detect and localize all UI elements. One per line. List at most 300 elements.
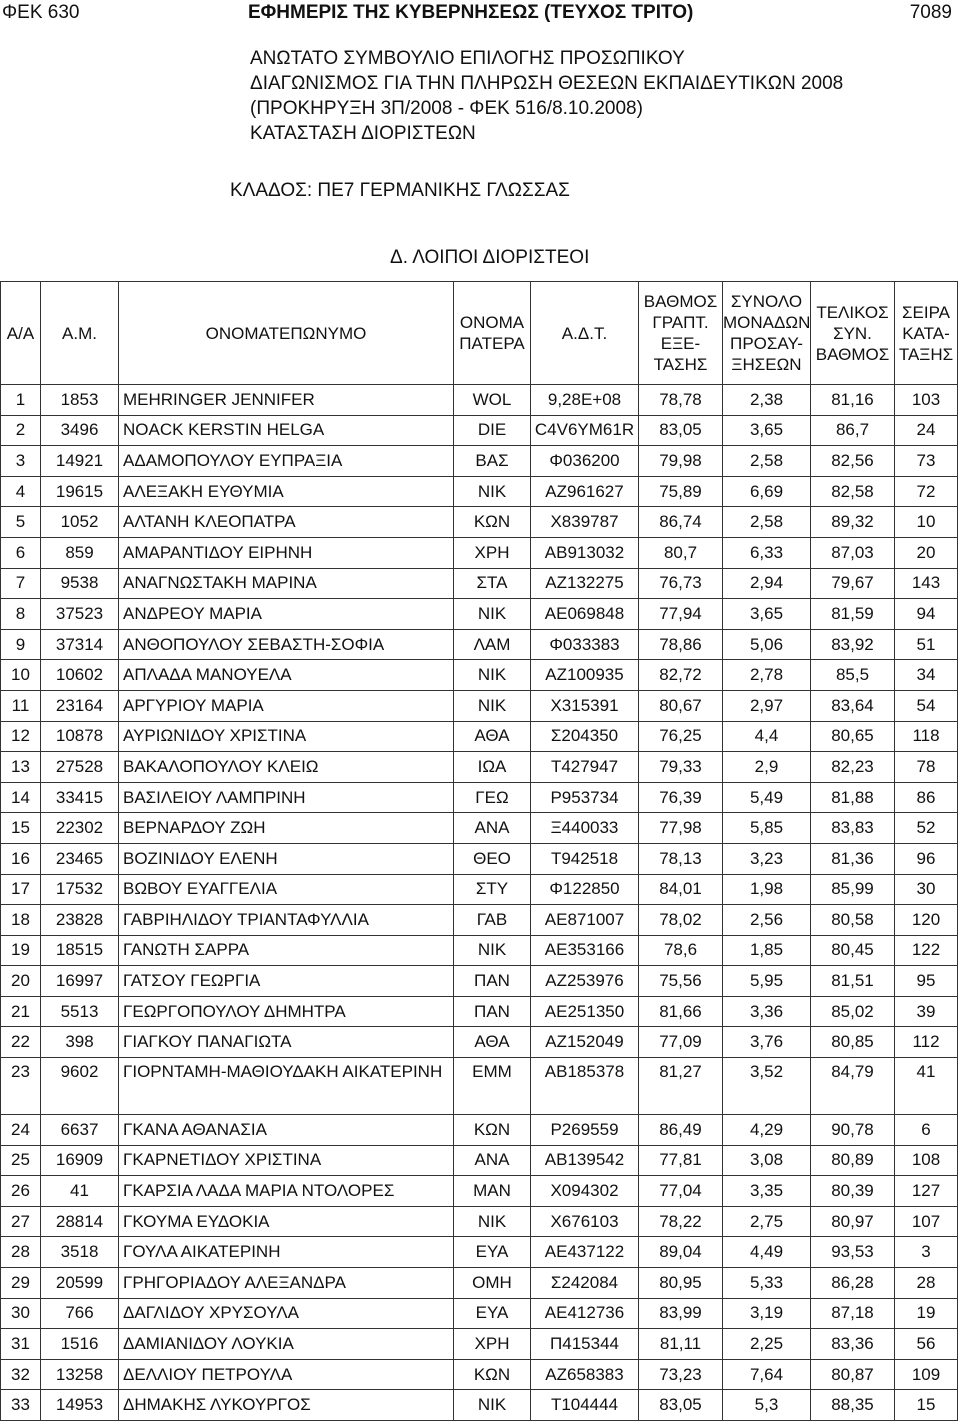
table-body: [1, 385, 958, 1421]
cell-am: 17532: [41, 874, 119, 905]
cell-am: 27528: [41, 752, 119, 783]
cell-adt: ΑΒ913032: [531, 537, 639, 568]
table-row: [1, 1058, 958, 1115]
table-row: [1, 935, 958, 966]
cell-grade: 89,04: [639, 1237, 723, 1268]
cell-father: ΝΙΚ: [454, 476, 531, 507]
cell-aa: 29: [1, 1268, 41, 1299]
cell-units: 2,58: [723, 446, 811, 477]
cell-total: 82,23: [811, 752, 895, 783]
cell-aa: 18: [1, 905, 41, 936]
cell-grade: 81,66: [639, 996, 723, 1027]
cell-am: 37523: [41, 599, 119, 630]
cell-aa: 22: [1, 1027, 41, 1058]
cell-adt: Φ033383: [531, 629, 639, 660]
cell-rank: 120: [895, 905, 958, 936]
cell-units: 2,9: [723, 752, 811, 783]
col-father: ΟΝΟΜΑ ΠΑΤΕΡΑ: [454, 282, 531, 385]
table-row: [1, 568, 958, 599]
table-row: [1, 1359, 958, 1390]
cell-father: ΕΥΑ: [454, 1298, 531, 1329]
cell-adt: ΑΒ139542: [531, 1145, 639, 1176]
cell-rank: 51: [895, 629, 958, 660]
cell-total: 81,59: [811, 599, 895, 630]
page-number: 7089: [909, 2, 952, 23]
cell-units: 3,19: [723, 1298, 811, 1329]
cell-name: MEHRINGER JENNIFER: [119, 385, 454, 416]
cell-father: ΝΙΚ: [454, 935, 531, 966]
cell-name: ΓΑΤΣΟΥ ΓΕΩΡΓΙΑ: [119, 966, 454, 997]
cell-total: 80,58: [811, 905, 895, 936]
cell-aa: 15: [1, 813, 41, 844]
col-aa: Α/Α: [1, 282, 41, 385]
cell-name: ΓΟΥΛΑ ΑΙΚΑΤΕΡΙΝΗ: [119, 1237, 454, 1268]
cell-total: 86,28: [811, 1268, 895, 1299]
cell-units: 3,36: [723, 996, 811, 1027]
cell-am: 9538: [41, 568, 119, 599]
cell-father: ΕΜΜ: [454, 1058, 531, 1115]
cell-adt: ΑΖ961627: [531, 476, 639, 507]
cell-rank: 103: [895, 385, 958, 416]
cell-aa: 7: [1, 568, 41, 599]
cell-aa: 12: [1, 721, 41, 752]
cell-am: 13258: [41, 1359, 119, 1390]
cell-adt: Τ942518: [531, 843, 639, 874]
cell-adt: ΑΖ152049: [531, 1027, 639, 1058]
cell-rank: 6: [895, 1115, 958, 1146]
cell-rank: 34: [895, 660, 958, 691]
cell-rank: 10: [895, 507, 958, 538]
cell-grade: 86,74: [639, 507, 723, 538]
cell-name: ΓΚΟΥΜΑ ΕΥΔΟΚΙΑ: [119, 1206, 454, 1237]
cell-name: ΑΔΑΜΟΠΟΥΛΟΥ ΕΥΠΡΑΞΙΑ: [119, 446, 454, 477]
col-name: ΟΝΟΜΑΤΕΠΩΝΥΜΟ: [119, 282, 454, 385]
cell-father: ΝΙΚ: [454, 1390, 531, 1421]
cell-rank: 19: [895, 1298, 958, 1329]
cell-name: ΑΜΑΡΑΝΤΙΔΟΥ ΕΙΡΗΝΗ: [119, 537, 454, 568]
cell-grade: 77,04: [639, 1176, 723, 1207]
cell-units: 2,38: [723, 385, 811, 416]
cell-aa: 11: [1, 690, 41, 721]
table-row: [1, 415, 958, 446]
table-row: [1, 629, 958, 660]
cell-units: 5,33: [723, 1268, 811, 1299]
cell-am: 16909: [41, 1145, 119, 1176]
cell-adt: Τ427947: [531, 752, 639, 783]
cell-units: 2,75: [723, 1206, 811, 1237]
col-units: ΣΥΝΟΛΟ ΜΟΝΑΔΩΝ ΠΡΟΣΑΥ- ΞΗΣΕΩΝ: [723, 282, 811, 385]
appointees-table: [0, 281, 958, 1421]
cell-adt: ΑΒ185378: [531, 1058, 639, 1115]
cell-aa: 32: [1, 1359, 41, 1390]
cell-units: 3,35: [723, 1176, 811, 1207]
cell-total: 87,18: [811, 1298, 895, 1329]
cell-am: 1853: [41, 385, 119, 416]
cell-rank: 39: [895, 996, 958, 1027]
cell-aa: 26: [1, 1176, 41, 1207]
table-row: [1, 1027, 958, 1058]
cell-units: 7,64: [723, 1359, 811, 1390]
cell-rank: 112: [895, 1027, 958, 1058]
cell-father: ΓΑΒ: [454, 905, 531, 936]
cell-adt: Χ315391: [531, 690, 639, 721]
cell-units: 5,49: [723, 782, 811, 813]
cell-rank: 20: [895, 537, 958, 568]
cell-rank: 95: [895, 966, 958, 997]
cell-am: 28814: [41, 1206, 119, 1237]
cell-aa: 6: [1, 537, 41, 568]
cell-name: ΔΑΜΙΑΝΙΔΟΥ ΛΟΥΚΙΑ: [119, 1329, 454, 1360]
cell-name: NOACK KERSTIN HELGA: [119, 415, 454, 446]
cell-father: ΝΙΚ: [454, 599, 531, 630]
cell-adt: Φ122850: [531, 874, 639, 905]
table-header-row: [1, 282, 958, 385]
cell-name: ΓΙΟΡΝΤΑΜΗ-ΜΑΘΙΟΥΔΑΚΗ ΑΙΚΑΤΕΡΙΝΗ: [119, 1058, 454, 1115]
cell-grade: 78,13: [639, 843, 723, 874]
cell-grade: 78,02: [639, 905, 723, 936]
cell-grade: 77,09: [639, 1027, 723, 1058]
cell-grade: 78,6: [639, 935, 723, 966]
cell-adt: Τ104444: [531, 1390, 639, 1421]
cell-total: 85,99: [811, 874, 895, 905]
page-header: [0, 0, 960, 30]
cell-name: ΒΩΒΟΥ ΕΥΑΓΓΕΛΙΑ: [119, 874, 454, 905]
cell-adt: ΑΖ658383: [531, 1359, 639, 1390]
table-row: [1, 1298, 958, 1329]
title-line-3: (ΠΡΟΚΗΡΥΞΗ 3Π/2008 - ΦΕΚ 516/8.10.2008): [250, 98, 643, 119]
cell-rank: 143: [895, 568, 958, 599]
cell-total: 80,97: [811, 1206, 895, 1237]
cell-father: ΠΑΝ: [454, 966, 531, 997]
cell-units: 6,69: [723, 476, 811, 507]
cell-father: ΑΝΑ: [454, 813, 531, 844]
table-row: [1, 1237, 958, 1268]
cell-father: ΑΝΑ: [454, 1145, 531, 1176]
cell-total: 85,5: [811, 660, 895, 691]
cell-am: 18515: [41, 935, 119, 966]
cell-grade: 77,94: [639, 599, 723, 630]
cell-name: ΓΚΑΡΝΕΤΙΔΟΥ ΧΡΙΣΤΙΝΑ: [119, 1145, 454, 1176]
cell-adt: ΑΖ100935: [531, 660, 639, 691]
cell-units: 5,85: [723, 813, 811, 844]
cell-am: 16997: [41, 966, 119, 997]
cell-aa: 30: [1, 1298, 41, 1329]
table-row: [1, 537, 958, 568]
cell-total: 83,36: [811, 1329, 895, 1360]
cell-father: ΚΩΝ: [454, 1359, 531, 1390]
cell-total: 82,58: [811, 476, 895, 507]
cell-grade: 79,98: [639, 446, 723, 477]
cell-aa: 14: [1, 782, 41, 813]
cell-name: ΑΛΕΞΑΚΗ ΕΥΘΥΜΙΑ: [119, 476, 454, 507]
cell-am: 23465: [41, 843, 119, 874]
cell-father: ΝΙΚ: [454, 660, 531, 691]
cell-name: ΓΑΝΩΤΗ ΣΑΡΡΑ: [119, 935, 454, 966]
cell-am: 3496: [41, 415, 119, 446]
issue-label: ΦΕΚ 630: [2, 2, 80, 23]
table-row: [1, 874, 958, 905]
cell-adt: Χ676103: [531, 1206, 639, 1237]
cell-total: 80,89: [811, 1145, 895, 1176]
cell-father: DIE: [454, 415, 531, 446]
cell-units: 3,23: [723, 843, 811, 874]
cell-aa: 17: [1, 874, 41, 905]
table-row: [1, 1145, 958, 1176]
cell-units: 4,49: [723, 1237, 811, 1268]
cell-units: 1,98: [723, 874, 811, 905]
cell-am: 766: [41, 1298, 119, 1329]
cell-rank: 54: [895, 690, 958, 721]
cell-father: ΧΡΗ: [454, 537, 531, 568]
cell-name: ΑΛΤΑΝΗ ΚΛΕΟΠΑΤΡΑ: [119, 507, 454, 538]
cell-grade: 79,33: [639, 752, 723, 783]
cell-aa: 13: [1, 752, 41, 783]
cell-am: 22302: [41, 813, 119, 844]
cell-adt: Χ839787: [531, 507, 639, 538]
cell-rank: 72: [895, 476, 958, 507]
cell-grade: 76,39: [639, 782, 723, 813]
cell-rank: 73: [895, 446, 958, 477]
cell-adt: 9,28E+08: [531, 385, 639, 416]
cell-adt: Φ036200: [531, 446, 639, 477]
table-row: [1, 966, 958, 997]
cell-name: ΔΑΓΛΙΔΟΥ ΧΡΥΣΟΥΛΑ: [119, 1298, 454, 1329]
cell-grade: 73,23: [639, 1359, 723, 1390]
cell-aa: 5: [1, 507, 41, 538]
cell-units: 2,25: [723, 1329, 811, 1360]
cell-total: 89,32: [811, 507, 895, 538]
table-row: [1, 1329, 958, 1360]
cell-grade: 81,27: [639, 1058, 723, 1115]
cell-name: ΓΙΑΓΚΟΥ ΠΑΝΑΓΙΩΤΑ: [119, 1027, 454, 1058]
cell-name: ΒΕΡΝΑΡΔΟΥ ΖΩΗ: [119, 813, 454, 844]
cell-units: 2,58: [723, 507, 811, 538]
cell-adt: ΑΕ437122: [531, 1237, 639, 1268]
cell-rank: 107: [895, 1206, 958, 1237]
cell-rank: 56: [895, 1329, 958, 1360]
cell-total: 82,56: [811, 446, 895, 477]
cell-father: ΘΕΟ: [454, 843, 531, 874]
cell-units: 2,56: [723, 905, 811, 936]
col-rank: ΣΕΙΡΑ ΚΑΤΑ- ΤΑΞΗΣ: [895, 282, 958, 385]
cell-total: 93,53: [811, 1237, 895, 1268]
cell-units: 3,08: [723, 1145, 811, 1176]
cell-grade: 78,22: [639, 1206, 723, 1237]
cell-units: 3,65: [723, 599, 811, 630]
cell-grade: 80,95: [639, 1268, 723, 1299]
cell-aa: 1: [1, 385, 41, 416]
cell-adt: ΑΕ251350: [531, 996, 639, 1027]
cell-aa: 21: [1, 996, 41, 1027]
cell-aa: 23: [1, 1058, 41, 1115]
table-row: [1, 1390, 958, 1421]
document-titles: [250, 46, 843, 146]
cell-father: ΛΑΜ: [454, 629, 531, 660]
title-line-4: ΚΑΤΑΣΤΑΣΗ ΔΙΟΡΙΣΤΕΩΝ: [250, 123, 476, 144]
cell-grade: 78,78: [639, 385, 723, 416]
cell-adt: Π415344: [531, 1329, 639, 1360]
cell-name: ΑΡΓΥΡΙΟΥ ΜΑΡΙΑ: [119, 690, 454, 721]
cell-am: 3518: [41, 1237, 119, 1268]
cell-name: ΒΟΖΙΝΙΔΟΥ ΕΛΕΝΗ: [119, 843, 454, 874]
cell-name: ΑΥΡΙΩΝΙΔΟΥ ΧΡΙΣΤΙΝΑ: [119, 721, 454, 752]
cell-rank: 3: [895, 1237, 958, 1268]
cell-units: 2,78: [723, 660, 811, 691]
cell-aa: 24: [1, 1115, 41, 1146]
cell-father: ΜΑΝ: [454, 1176, 531, 1207]
cell-name: ΔΗΜΑΚΗΣ ΛΥΚΟΥΡΓΟΣ: [119, 1390, 454, 1421]
cell-rank: 15: [895, 1390, 958, 1421]
title-line-1: ΑΝΩΤΑΤΟ ΣΥΜΒΟΥΛΙΟ ΕΠΙΛΟΓΗΣ ΠΡΟΣΩΠΙΚΟΥ: [250, 48, 685, 69]
cell-grade: 76,73: [639, 568, 723, 599]
cell-am: 14953: [41, 1390, 119, 1421]
cell-father: ΒΑΣ: [454, 446, 531, 477]
cell-name: ΑΝΘΟΠΟΥΛΟΥ ΣΕΒΑΣΤΗ-ΣΟΦΙΑ: [119, 629, 454, 660]
cell-father: ΑΘΑ: [454, 1027, 531, 1058]
cell-units: 3,76: [723, 1027, 811, 1058]
cell-am: 19615: [41, 476, 119, 507]
cell-rank: 86: [895, 782, 958, 813]
cell-father: ΝΙΚ: [454, 1206, 531, 1237]
cell-adt: Ρ269559: [531, 1115, 639, 1146]
cell-adt: C4V6YM61R: [531, 415, 639, 446]
cell-grade: 86,49: [639, 1115, 723, 1146]
cell-am: 1052: [41, 507, 119, 538]
cell-total: 84,79: [811, 1058, 895, 1115]
cell-total: 81,36: [811, 843, 895, 874]
cell-total: 80,85: [811, 1027, 895, 1058]
cell-grade: 84,01: [639, 874, 723, 905]
cell-total: 83,83: [811, 813, 895, 844]
cell-aa: 4: [1, 476, 41, 507]
cell-units: 5,95: [723, 966, 811, 997]
cell-total: 80,45: [811, 935, 895, 966]
cell-am: 23164: [41, 690, 119, 721]
cell-am: 14921: [41, 446, 119, 477]
cell-am: 6637: [41, 1115, 119, 1146]
table-row: [1, 1176, 958, 1207]
cell-total: 80,39: [811, 1176, 895, 1207]
cell-father: ΧΡΗ: [454, 1329, 531, 1360]
cell-units: 5,06: [723, 629, 811, 660]
cell-total: 85,02: [811, 996, 895, 1027]
cell-aa: 2: [1, 415, 41, 446]
cell-rank: 127: [895, 1176, 958, 1207]
cell-father: ΕΥΑ: [454, 1237, 531, 1268]
cell-grade: 83,99: [639, 1298, 723, 1329]
table-row: [1, 782, 958, 813]
table-row: [1, 721, 958, 752]
cell-units: 2,97: [723, 690, 811, 721]
cell-grade: 81,11: [639, 1329, 723, 1360]
cell-rank: 52: [895, 813, 958, 844]
cell-adt: ΑΖ253976: [531, 966, 639, 997]
table-row: [1, 1115, 958, 1146]
cell-name: ΒΑΚΑΛΟΠΟΥΛΟΥ ΚΛΕΙΩ: [119, 752, 454, 783]
cell-father: ΟΜΗ: [454, 1268, 531, 1299]
cell-name: ΒΑΣΙΛΕΙΟΥ ΛΑΜΠΡΙΝΗ: [119, 782, 454, 813]
table-row: [1, 1268, 958, 1299]
cell-adt: ΑΕ353166: [531, 935, 639, 966]
cell-am: 398: [41, 1027, 119, 1058]
col-am: Α.Μ.: [41, 282, 119, 385]
table-row: [1, 1206, 958, 1237]
cell-am: 10878: [41, 721, 119, 752]
cell-aa: 20: [1, 966, 41, 997]
cell-units: 4,29: [723, 1115, 811, 1146]
cell-am: 859: [41, 537, 119, 568]
col-adt: Α.Δ.Τ.: [531, 282, 639, 385]
cell-father: ΝΙΚ: [454, 690, 531, 721]
cell-grade: 77,81: [639, 1145, 723, 1176]
cell-adt: Ξ440033: [531, 813, 639, 844]
cell-rank: 109: [895, 1359, 958, 1390]
cell-father: ΚΩΝ: [454, 507, 531, 538]
cell-rank: 118: [895, 721, 958, 752]
cell-adt: Σ204350: [531, 721, 639, 752]
cell-units: 3,52: [723, 1058, 811, 1115]
cell-grade: 78,86: [639, 629, 723, 660]
cell-father: ΣΤΑ: [454, 568, 531, 599]
cell-am: 10602: [41, 660, 119, 691]
cell-name: ΔΕΛΛΙΟΥ ΠΕΤΡΟΥΛΑ: [119, 1359, 454, 1390]
cell-total: 80,65: [811, 721, 895, 752]
cell-rank: 122: [895, 935, 958, 966]
cell-am: 37314: [41, 629, 119, 660]
col-grade: ΒΑΘΜΟΣ ΓΡΑΠΤ. ΕΞΕ- ΤΑΣΗΣ: [639, 282, 723, 385]
col-total: ΤΕΛΙΚΟΣ ΣΥΝ. ΒΑΘΜΟΣ: [811, 282, 895, 385]
table-row: [1, 690, 958, 721]
cell-father: ΣΤΥ: [454, 874, 531, 905]
cell-total: 83,92: [811, 629, 895, 660]
cell-father: ΑΘΑ: [454, 721, 531, 752]
cell-father: ΓΕΩ: [454, 782, 531, 813]
table-row: [1, 752, 958, 783]
cell-grade: 77,98: [639, 813, 723, 844]
table-row: [1, 476, 958, 507]
cell-am: 23828: [41, 905, 119, 936]
cell-aa: 27: [1, 1206, 41, 1237]
cell-name: ΑΝΑΓΝΩΣΤΑΚΗ ΜΑΡΙΝΑ: [119, 568, 454, 599]
cell-aa: 3: [1, 446, 41, 477]
cell-total: 81,88: [811, 782, 895, 813]
table-row: [1, 843, 958, 874]
section-heading: Δ. ΛΟΙΠΟΙ ΔΙΟΡΙΣΤΕΟΙ: [390, 247, 590, 268]
cell-aa: 33: [1, 1390, 41, 1421]
cell-grade: 75,56: [639, 966, 723, 997]
gazette-title: ΕΦΗΜΕΡΙΣ ΤΗΣ ΚΥΒΕΡΝΗΣΕΩΣ (ΤΕΥΧΟΣ ΤΡΙΤΟ): [248, 2, 694, 23]
cell-rank: 94: [895, 599, 958, 630]
cell-rank: 96: [895, 843, 958, 874]
table-row: [1, 507, 958, 538]
cell-rank: 30: [895, 874, 958, 905]
cell-grade: 76,25: [639, 721, 723, 752]
cell-rank: 41: [895, 1058, 958, 1115]
table-row: [1, 599, 958, 630]
cell-units: 6,33: [723, 537, 811, 568]
cell-am: 1516: [41, 1329, 119, 1360]
cell-rank: 108: [895, 1145, 958, 1176]
cell-grade: 80,67: [639, 690, 723, 721]
cell-father: ΚΩΝ: [454, 1115, 531, 1146]
cell-name: ΑΝΔΡΕΟΥ ΜΑΡΙΑ: [119, 599, 454, 630]
cell-grade: 83,05: [639, 1390, 723, 1421]
cell-adt: ΑΕ069848: [531, 599, 639, 630]
cell-name: ΓΑΒΡΙΗΛΙΔΟΥ ΤΡΙΑΝΤΑΦΥΛΛΙΑ: [119, 905, 454, 936]
cell-father: ΙΩΑ: [454, 752, 531, 783]
cell-total: 90,78: [811, 1115, 895, 1146]
cell-father: ΠΑΝ: [454, 996, 531, 1027]
